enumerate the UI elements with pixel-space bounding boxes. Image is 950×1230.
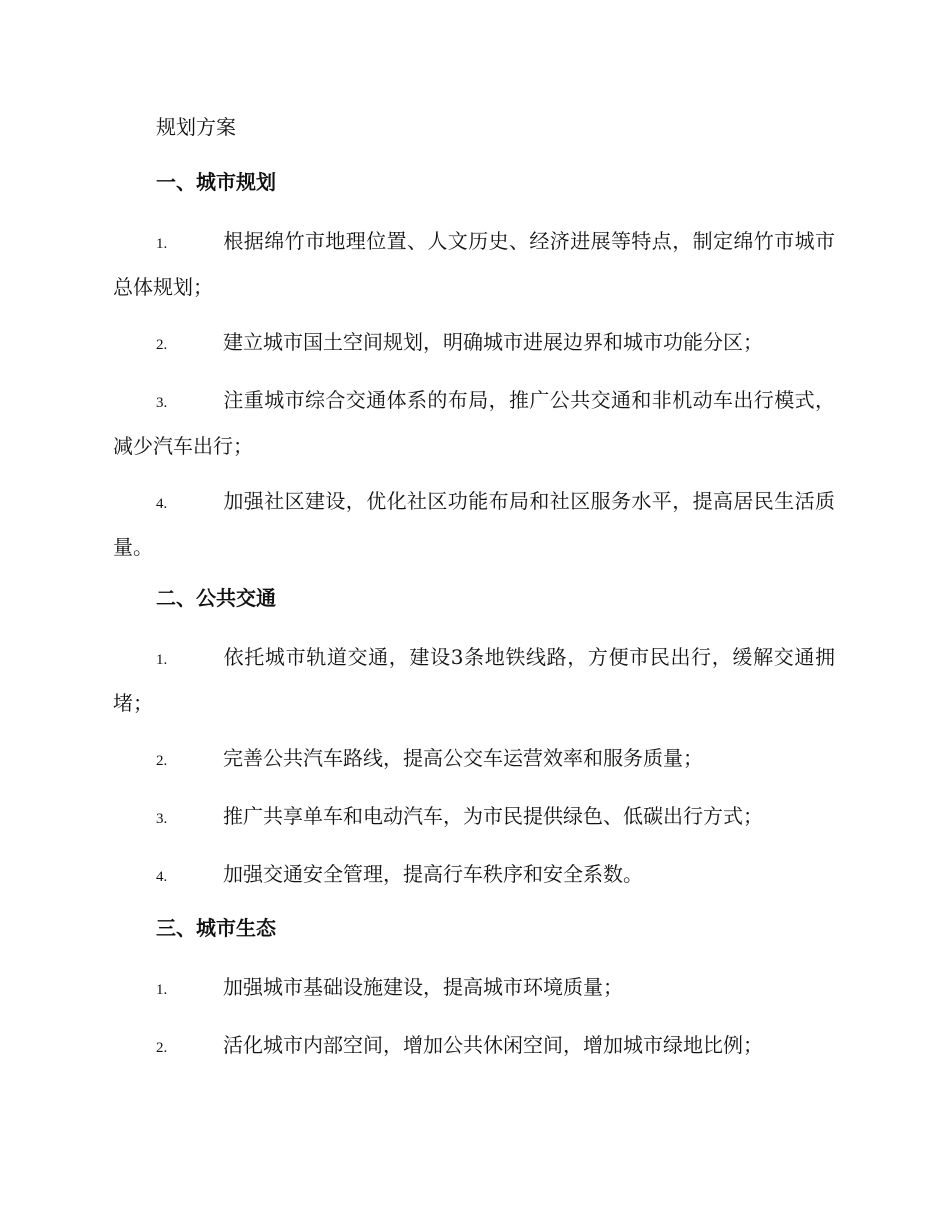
item-text: 根据绵竹市地理位置、人文历史、经济进展等特点，制定绵竹市城市总体规划；	[113, 229, 835, 299]
item-text: 依托城市轨道交通，建设3条地铁线路，方便市民出行，缓解交通拥堵；	[113, 645, 835, 715]
list-item	[113, 480, 835, 569]
item-text: 加强社区建设，优化社区功能布局和社区服务水平，提高居民生活质量。	[113, 489, 835, 559]
list-item	[113, 966, 835, 1012]
section-heading-urban-ecology: 三、城市生态	[156, 916, 276, 940]
list-item	[113, 636, 835, 725]
item-text: 活化城市内部空间，增加公共休闲空间，增加城市绿地比例；	[223, 1033, 763, 1057]
item-text: 推广共享单车和电动汽车，为市民提供绿色、低碳出行方式；	[223, 804, 763, 828]
list-item	[113, 1024, 835, 1070]
item-text: 建立城市国土空间规划，明确城市进展边界和城市功能分区；	[223, 330, 763, 354]
item-text: 注重城市综合交通体系的布局，推广公共交通和非机动车出行模式，减少汽车出行；	[113, 388, 835, 458]
item-number: 1.	[156, 982, 168, 998]
list-item	[113, 795, 835, 841]
item-text: 加强交通安全管理，提高行车秩序和安全系数。	[223, 862, 643, 886]
page-title: 规划方案	[156, 115, 236, 139]
item-number: 2.	[156, 337, 168, 353]
section-heading-public-transport: 二、公共交通	[156, 586, 276, 610]
list-item	[113, 220, 835, 309]
item-number: 4.	[156, 869, 168, 885]
item-text: 加强城市基础设施建设，提高城市环境质量；	[223, 975, 623, 999]
item-text: 完善公共汽车路线，提高公交车运营效率和服务质量；	[223, 746, 703, 770]
list-item	[113, 737, 835, 783]
list-item	[113, 321, 835, 367]
item-number: 3.	[156, 811, 168, 827]
item-number: 1.	[156, 236, 168, 252]
section-heading-urban-planning: 一、城市规划	[156, 170, 276, 194]
item-number: 2.	[156, 1040, 168, 1056]
item-number: 2.	[156, 753, 168, 769]
item-number: 4.	[156, 496, 168, 512]
list-item	[113, 853, 835, 899]
item-number: 1.	[156, 652, 168, 668]
list-item	[113, 379, 835, 468]
item-number: 3.	[156, 395, 168, 411]
document-page	[113, 110, 835, 1082]
